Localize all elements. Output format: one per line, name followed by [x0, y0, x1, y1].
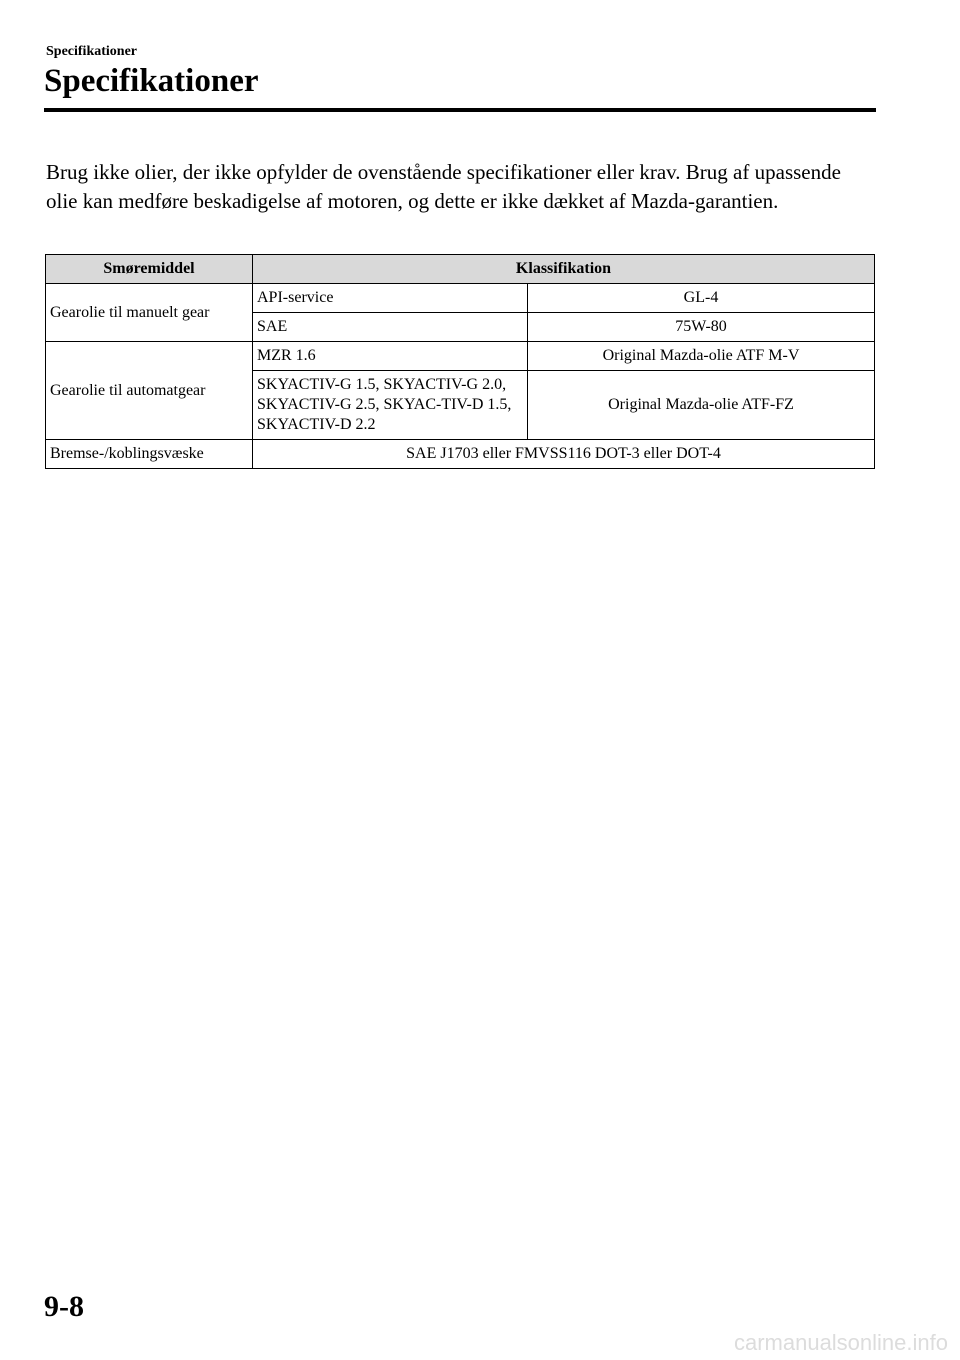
page-number: 9-8: [44, 1290, 84, 1323]
spec-cell: SAE: [253, 313, 528, 342]
spec-cell: SKYACTIV-G 1.5, SKYACTIV-G 2.0, SKYACTIV-G 2.5, SKYAC-TIV-D 1.5, SKYACTIV-D 2.2: [253, 371, 528, 440]
lubricant-spec-table: [45, 254, 875, 469]
table-header-row: [46, 255, 875, 284]
value-cell: 75W-80: [528, 313, 875, 342]
value-cell: SAE J1703 eller FMVSS116 DOT-3 eller DOT-4: [253, 440, 875, 469]
lubricant-cell: Gearolie til automatgear: [46, 342, 253, 440]
header-classification: Klassifikation: [253, 255, 875, 284]
header-lubricant: Smøremiddel: [46, 255, 253, 284]
watermark: carmanualsonline.info: [733, 1330, 948, 1355]
lubricant-cell: Bremse-/koblingsvæske: [46, 440, 253, 469]
spec-cell: API-service: [253, 284, 528, 313]
intro-paragraph: Brug ikke olier, der ikke opfylder de ovenstående specifikationer eller krav. Brug af upassende olie kan medføre beskadigelse af motoren, og dette er ikke dækket af Mazda-garantien.: [46, 160, 841, 213]
title-rule: [44, 108, 876, 112]
page-title: Specifikationer: [44, 63, 259, 99]
table-row: [46, 440, 875, 469]
value-cell: GL-4: [528, 284, 875, 313]
lubricant-cell: Gearolie til manuelt gear: [46, 284, 253, 342]
value-cell: Original Mazda-olie ATF-FZ: [528, 371, 875, 440]
table-row: [46, 342, 875, 371]
table-row: [46, 284, 875, 313]
value-cell: Original Mazda-olie ATF M-V: [528, 342, 875, 371]
section-label: Specifikationer: [46, 44, 137, 59]
spec-cell: MZR 1.6: [253, 342, 528, 371]
